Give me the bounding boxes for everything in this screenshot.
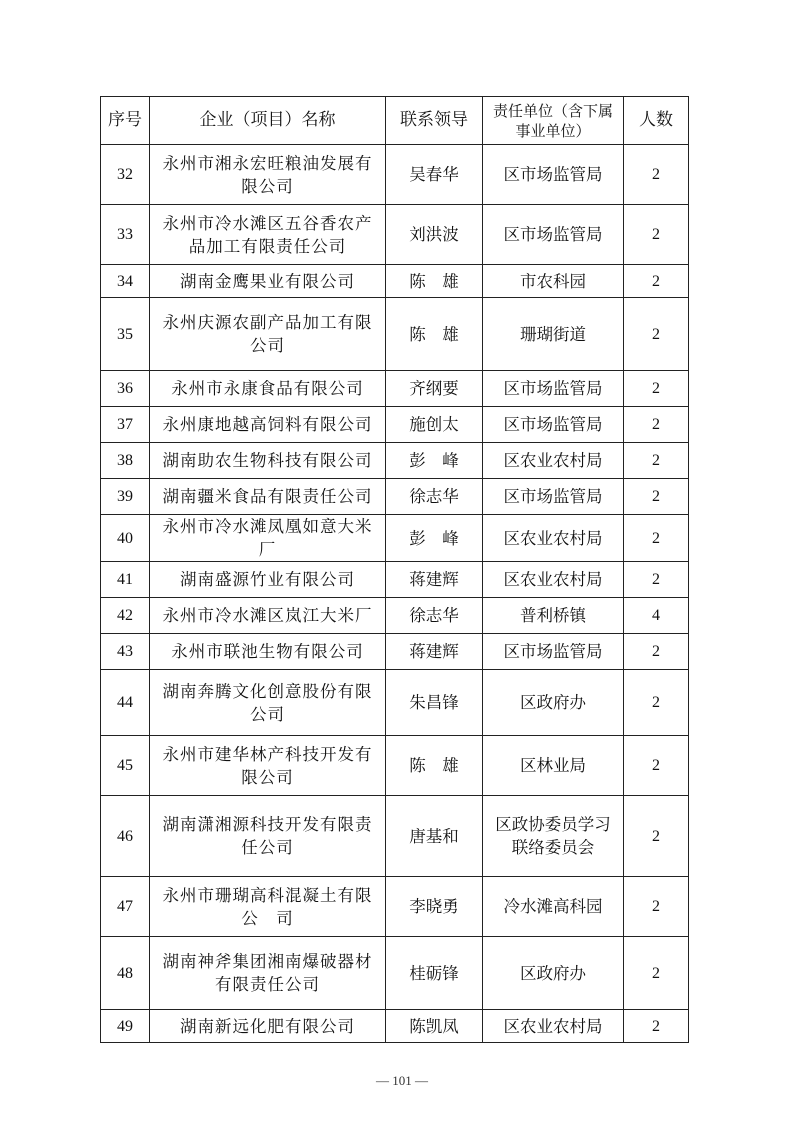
cell-company: 湖南盛源竹业有限公司 bbox=[150, 562, 386, 598]
cell-unit: 珊瑚街道 bbox=[483, 298, 624, 371]
cell-unit: 区政府办 bbox=[483, 670, 624, 736]
cell-leader: 徐志华 bbox=[386, 479, 483, 515]
cell-company: 永州市冷水滩区岚江大米厂 bbox=[150, 598, 386, 634]
cell-seq: 37 bbox=[101, 407, 150, 443]
cell-company: 湖南新远化肥有限公司 bbox=[150, 1010, 386, 1043]
table-row bbox=[101, 877, 689, 937]
cell-people: 2 bbox=[624, 736, 689, 796]
cell-company: 永州市建华林产科技开发有限公司 bbox=[150, 736, 386, 796]
cell-company: 永州市珊瑚高科混凝土有限 公 司 bbox=[150, 877, 386, 937]
cell-company: 永州康地越高饲料有限公司 bbox=[150, 407, 386, 443]
cell-leader: 朱昌锋 bbox=[386, 670, 483, 736]
cell-company: 湖南助农生物科技有限公司 bbox=[150, 443, 386, 479]
table-row bbox=[101, 1010, 689, 1043]
cell-people: 4 bbox=[624, 598, 689, 634]
table-row bbox=[101, 371, 689, 407]
table-row bbox=[101, 562, 689, 598]
cell-seq: 47 bbox=[101, 877, 150, 937]
cell-leader: 徐志华 bbox=[386, 598, 483, 634]
table-row bbox=[101, 443, 689, 479]
cell-seq: 46 bbox=[101, 796, 150, 877]
cell-unit: 区政府办 bbox=[483, 937, 624, 1010]
cell-unit: 区农业农村局 bbox=[483, 443, 624, 479]
cell-unit: 区市场监管局 bbox=[483, 145, 624, 205]
cell-seq: 44 bbox=[101, 670, 150, 736]
cell-people: 2 bbox=[624, 298, 689, 371]
table-row bbox=[101, 937, 689, 1010]
cell-unit: 区市场监管局 bbox=[483, 479, 624, 515]
cell-people: 2 bbox=[624, 562, 689, 598]
cell-leader: 陈 雄 bbox=[386, 265, 483, 298]
table-row bbox=[101, 205, 689, 265]
cell-seq: 48 bbox=[101, 937, 150, 1010]
cell-people: 2 bbox=[624, 877, 689, 937]
cell-people: 2 bbox=[624, 796, 689, 877]
cell-company: 湖南潇湘源科技开发有限责任公司 bbox=[150, 796, 386, 877]
cell-people: 2 bbox=[624, 634, 689, 670]
cell-company: 永州庆源农副产品加工有限公司 bbox=[150, 298, 386, 371]
cell-seq: 40 bbox=[101, 515, 150, 562]
cell-leader: 蒋建辉 bbox=[386, 634, 483, 670]
table-row bbox=[101, 407, 689, 443]
cell-people: 2 bbox=[624, 371, 689, 407]
cell-unit: 区市场监管局 bbox=[483, 371, 624, 407]
table-row bbox=[101, 479, 689, 515]
table-row bbox=[101, 736, 689, 796]
company-table bbox=[100, 96, 689, 1043]
cell-people: 2 bbox=[624, 1010, 689, 1043]
cell-leader: 彭 峰 bbox=[386, 443, 483, 479]
cell-leader: 陈 雄 bbox=[386, 298, 483, 371]
cell-unit: 冷水滩高科园 bbox=[483, 877, 624, 937]
header-unit: 责任单位（含下属事业单位） bbox=[483, 97, 624, 145]
cell-seq: 42 bbox=[101, 598, 150, 634]
cell-leader: 齐纲要 bbox=[386, 371, 483, 407]
cell-leader: 李晓勇 bbox=[386, 877, 483, 937]
cell-seq: 43 bbox=[101, 634, 150, 670]
cell-unit: 区农业农村局 bbox=[483, 515, 624, 562]
cell-company: 湖南神斧集团湘南爆破器材有限责任公司 bbox=[150, 937, 386, 1010]
table-row bbox=[101, 598, 689, 634]
cell-leader: 彭 峰 bbox=[386, 515, 483, 562]
table-row bbox=[101, 670, 689, 736]
cell-people: 2 bbox=[624, 205, 689, 265]
cell-unit: 区农业农村局 bbox=[483, 1010, 624, 1043]
cell-leader: 桂砺锋 bbox=[386, 937, 483, 1010]
cell-unit: 普利桥镇 bbox=[483, 598, 624, 634]
cell-company: 湖南疆米食品有限责任公司 bbox=[150, 479, 386, 515]
cell-people: 2 bbox=[624, 443, 689, 479]
cell-leader: 陈凯凤 bbox=[386, 1010, 483, 1043]
cell-seq: 38 bbox=[101, 443, 150, 479]
cell-company: 湖南金鹰果业有限公司 bbox=[150, 265, 386, 298]
cell-unit: 区农业农村局 bbox=[483, 562, 624, 598]
table-row bbox=[101, 796, 689, 877]
cell-people: 2 bbox=[624, 479, 689, 515]
cell-unit: 区政协委员学习 联络委员会 bbox=[483, 796, 624, 877]
cell-unit: 市农科园 bbox=[483, 265, 624, 298]
cell-leader: 施创太 bbox=[386, 407, 483, 443]
cell-unit: 区林业局 bbox=[483, 736, 624, 796]
cell-leader: 唐基和 bbox=[386, 796, 483, 877]
cell-people: 2 bbox=[624, 145, 689, 205]
cell-company: 永州市冷水滩凤凰如意大米厂 bbox=[150, 515, 386, 562]
cell-company: 永州市联池生物有限公司 bbox=[150, 634, 386, 670]
cell-seq: 49 bbox=[101, 1010, 150, 1043]
cell-company: 永州市湘永宏旺粮油发展有限公司 bbox=[150, 145, 386, 205]
cell-seq: 32 bbox=[101, 145, 150, 205]
cell-people: 2 bbox=[624, 265, 689, 298]
table-header-row bbox=[101, 97, 689, 145]
cell-unit: 区市场监管局 bbox=[483, 634, 624, 670]
cell-leader: 蒋建辉 bbox=[386, 562, 483, 598]
cell-people: 2 bbox=[624, 670, 689, 736]
cell-seq: 34 bbox=[101, 265, 150, 298]
table-row bbox=[101, 515, 689, 562]
header-seq: 序号 bbox=[101, 97, 150, 145]
cell-seq: 41 bbox=[101, 562, 150, 598]
header-company: 企业（项目）名称 bbox=[150, 97, 386, 145]
cell-company: 永州市永康食品有限公司 bbox=[150, 371, 386, 407]
cell-seq: 35 bbox=[101, 298, 150, 371]
cell-unit: 区市场监管局 bbox=[483, 407, 624, 443]
cell-unit: 区市场监管局 bbox=[483, 205, 624, 265]
table-row bbox=[101, 145, 689, 205]
cell-people: 2 bbox=[624, 407, 689, 443]
header-people: 人数 bbox=[624, 97, 689, 145]
cell-people: 2 bbox=[624, 937, 689, 1010]
page-number: — 101 — bbox=[376, 1073, 428, 1088]
table-row bbox=[101, 298, 689, 371]
table-body bbox=[101, 145, 689, 1043]
cell-seq: 39 bbox=[101, 479, 150, 515]
cell-seq: 33 bbox=[101, 205, 150, 265]
cell-seq: 36 bbox=[101, 371, 150, 407]
header-leader: 联系领导 bbox=[386, 97, 483, 145]
cell-seq: 45 bbox=[101, 736, 150, 796]
cell-people: 2 bbox=[624, 515, 689, 562]
table-row bbox=[101, 634, 689, 670]
cell-company: 永州市冷水滩区五谷香农产品加工有限责任公司 bbox=[150, 205, 386, 265]
cell-leader: 吴春华 bbox=[386, 145, 483, 205]
cell-company: 湖南奔腾文化创意股份有限公司 bbox=[150, 670, 386, 736]
table-row bbox=[101, 265, 689, 298]
cell-leader: 陈 雄 bbox=[386, 736, 483, 796]
cell-leader: 刘洪波 bbox=[386, 205, 483, 265]
